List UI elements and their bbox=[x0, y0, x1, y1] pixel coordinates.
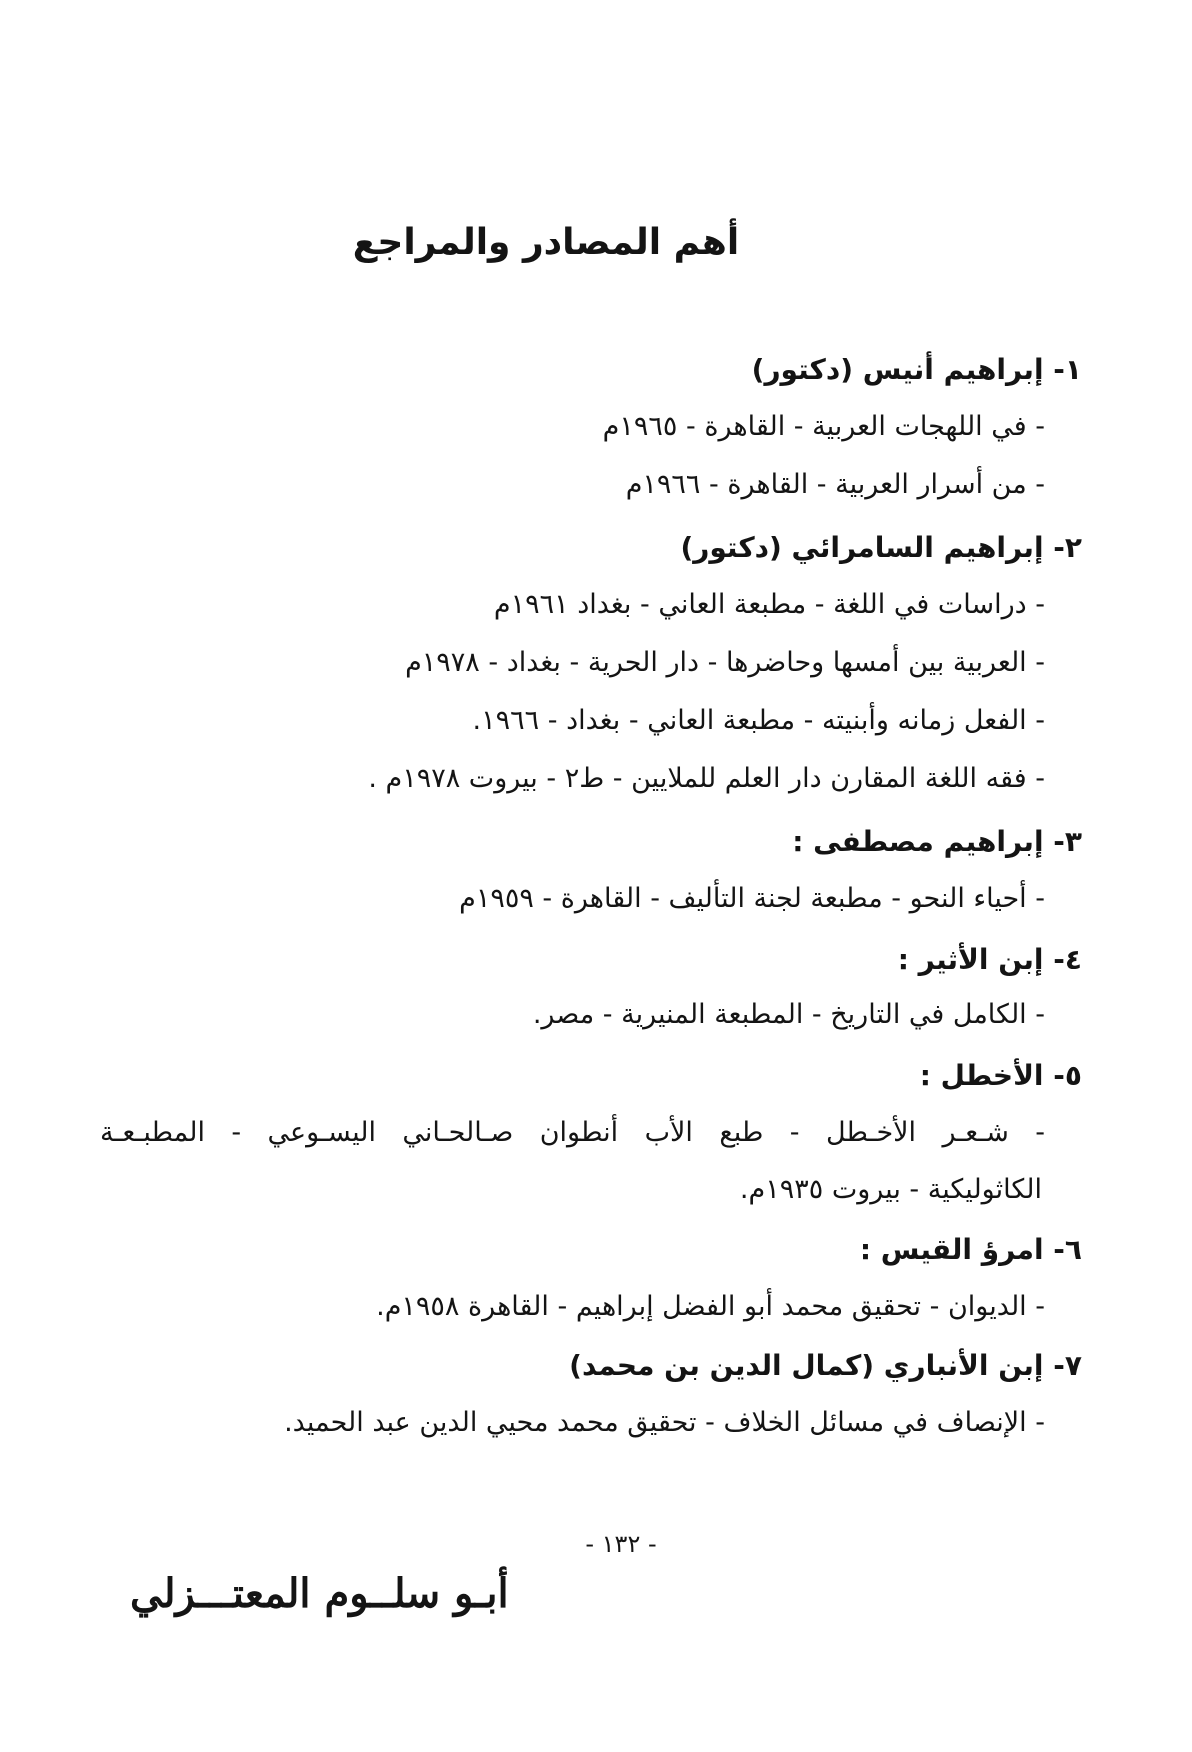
page-title: أهم المصادر والمراجع bbox=[352, 222, 740, 263]
entry-1-ref-1: - في اللهجات العربية - القاهرة - ١٩٦٥م bbox=[602, 411, 1045, 442]
entry-3-ref-1: - أحياء النحو - مطبعة لجنة التأليف - القاهرة - ١٩٥٩م bbox=[459, 883, 1045, 914]
entry-5-heading: ٥- الأخطل : bbox=[919, 1059, 1082, 1092]
entry-6-ref-1: - الديوان - تحقيق محمد أبو الفضل إبراهيم - القاهرة ١٩٥٨م. bbox=[376, 1291, 1045, 1322]
entry-1-heading: ١- إبراهيم أنيس (دكتور) bbox=[751, 353, 1082, 386]
page-number: - ١٣٢ - bbox=[585, 1530, 657, 1558]
entry-7-heading: ٧- إبن الأنباري (كمال الدين بن محمد) bbox=[569, 1349, 1082, 1382]
entry-7-ref-1: - الإنصاف في مسائل الخلاف - تحقيق محمد محيي الدين عبد الحميد. bbox=[284, 1407, 1045, 1438]
entry-2-ref-4: - فقه اللغة المقارن دار العلم للملايين - ط٢ - بيروت ١٩٧٨م . bbox=[368, 763, 1045, 794]
entry-1-ref-2: - من أسرار العربية - القاهرة - ١٩٦٦م bbox=[625, 469, 1045, 500]
signature: أبـو سلــوم المعتـــزلي bbox=[130, 1570, 509, 1617]
entry-4-ref-1: - الكامل في التاريخ - المطبعة المنيرية - مصر. bbox=[532, 999, 1045, 1030]
entry-2-ref-1: - دراسات في اللغة - مطبعة العاني - بغداد ١٩٦١م bbox=[493, 589, 1045, 620]
entry-3-heading: ٣- إبراهيم مصطفى : bbox=[792, 825, 1082, 858]
entry-6-heading: ٦- امرؤ القيس : bbox=[859, 1233, 1082, 1266]
entry-2-ref-2: - العربية بين أمسها وحاضرها - دار الحرية - بغداد - ١٩٧٨م bbox=[405, 647, 1045, 678]
entry-4-heading: ٤- إبن الأثير : bbox=[897, 943, 1082, 976]
entry-2-ref-3: - الفعل زمانه وأبنيته - مطبعة العاني - بغداد - ١٩٦٦. bbox=[472, 705, 1045, 736]
entry-5-ref-1: - شـعـر الأخـطل - طبع الأب أنطوان صـالحـاني اليسـوعي - المطبـعـة bbox=[100, 1117, 1045, 1148]
entry-5-ref-1-continued: الكاثوليكية - بيروت ١٩٣٥م. bbox=[739, 1174, 1042, 1205]
entry-2-heading: ٢- إبراهيم السامرائي (دكتور) bbox=[680, 531, 1082, 564]
